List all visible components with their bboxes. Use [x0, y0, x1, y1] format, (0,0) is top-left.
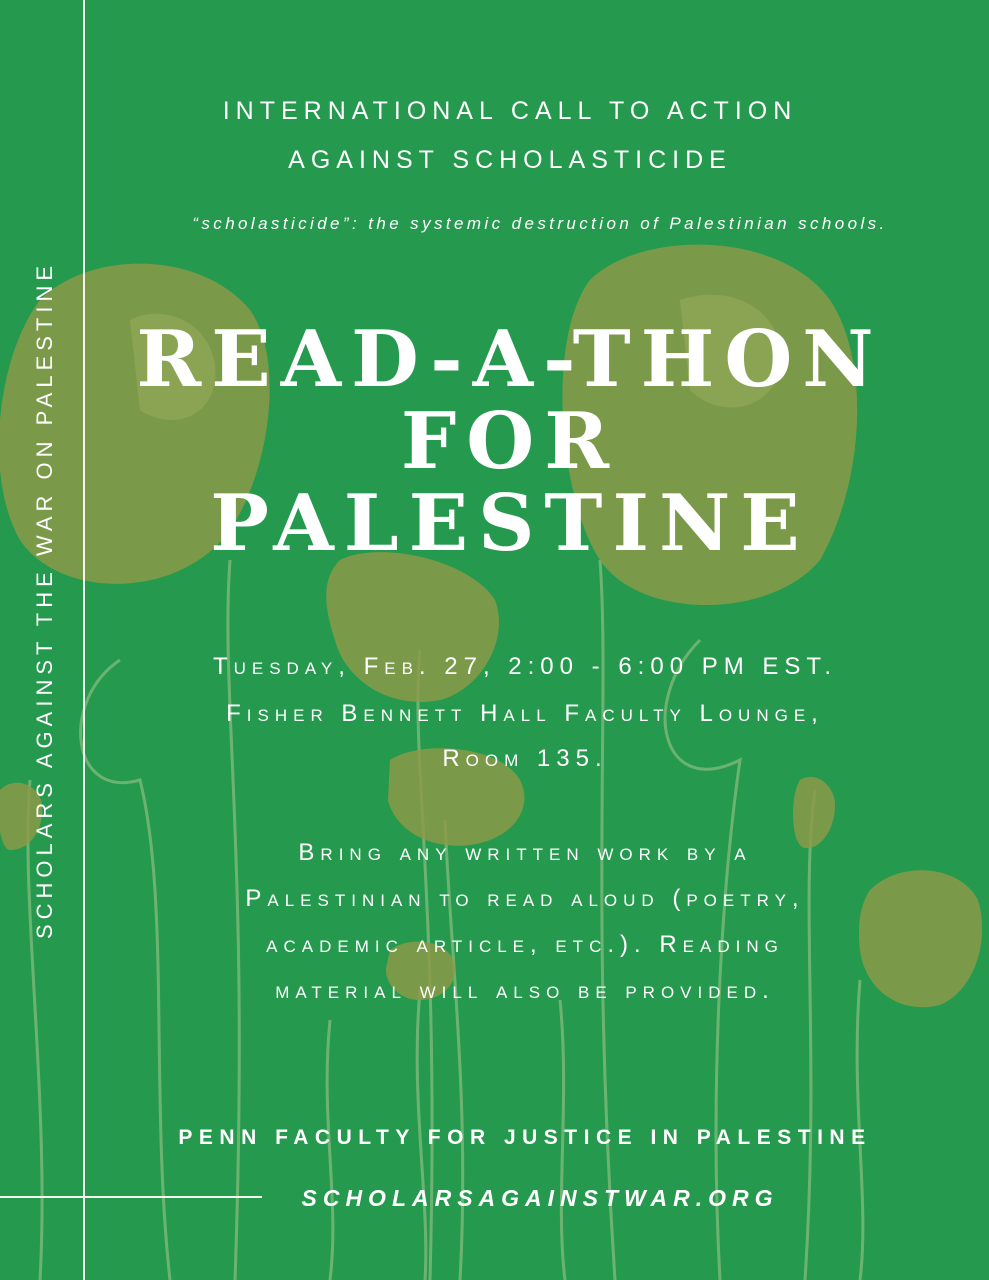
side-vertical-text: SCHOLARS AGAINST THE WAR ON PALESTINE: [32, 260, 57, 940]
event-date-time: Tuesday, Feb. 27, 2:00 - 6:00 PM EST.: [212, 653, 838, 680]
event-location: Fisher Bennett Hall Faculty Lounge,: [226, 700, 824, 727]
details-line-4: material will also be provided.: [275, 977, 775, 1004]
title-line-3: PALESTINE: [210, 478, 810, 569]
call-to-action-line-2: AGAINST SCHOLASTICIDE: [288, 146, 732, 174]
event-room: Room 135.: [442, 745, 608, 772]
details-line-2: Palestinian to read aloud (poetry,: [245, 885, 805, 912]
details-line-1: Bring any written work by a: [298, 839, 752, 866]
title-line-1: READ-A-THON: [136, 314, 884, 405]
horizontal-divider-line: [0, 1196, 262, 1198]
details-line-3: academic article, etc.). Reading: [266, 931, 784, 958]
website-link[interactable]: SCHOLARSAGAINSTWAR.ORG: [301, 1185, 779, 1211]
vertical-divider-line: [83, 0, 85, 1280]
scholasticide-definition: “scholasticide”: the systemic destruction of Palestinian schools.: [192, 214, 888, 233]
call-to-action-line-1: INTERNATIONAL CALL TO ACTION: [222, 97, 798, 125]
organizer-name: PENN FACULTY FOR JUSTICE IN PALESTINE: [178, 1126, 872, 1149]
title-line-2: FOR: [400, 396, 620, 487]
